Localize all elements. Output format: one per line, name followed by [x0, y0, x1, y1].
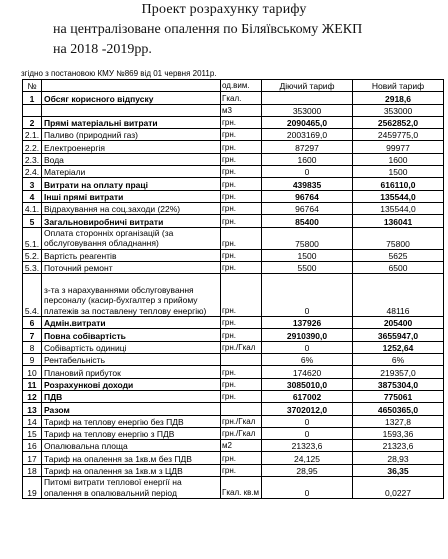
row-number: 2.3.: [23, 153, 42, 165]
row-new-tariff: 28,93: [353, 452, 444, 464]
row-name: Поточний ремонт: [42, 261, 221, 273]
row-new-tariff: 0,0227: [353, 477, 444, 499]
row-unit: грн.: [221, 464, 262, 476]
row-name: Обсяг корисного відпуску: [42, 92, 221, 104]
row-new-tariff: 205400: [353, 317, 444, 329]
row-unit: грн.: [221, 452, 262, 464]
table-row: [23, 329, 444, 341]
row-current-tariff: 0: [262, 477, 353, 499]
row-name: ПДВ: [42, 390, 221, 402]
table-header-row: [23, 80, 444, 92]
regulation-note: згідно з постановою КМУ №869 від 01 червня 2011р.: [21, 69, 217, 78]
table-row: [23, 166, 444, 178]
row-new-tariff: 6500: [353, 261, 444, 273]
row-name: Вода: [42, 153, 221, 165]
row-current-tariff: 0: [262, 166, 353, 178]
row-number: 2.4.: [23, 166, 42, 178]
row-new-tariff: 3655947,0: [353, 329, 444, 341]
table-row: [23, 403, 444, 415]
row-new-tariff: 219357,0: [353, 366, 444, 378]
table-row: [23, 341, 444, 353]
row-number: 11: [23, 378, 42, 390]
table-row: [23, 104, 444, 116]
header-name: [42, 80, 221, 92]
row-unit: грн.: [221, 249, 262, 261]
row-number: 2.1.: [23, 129, 42, 141]
row-unit: грн.: [221, 215, 262, 227]
row-name: Опалювальна площа: [42, 440, 221, 452]
row-unit: грн.: [221, 153, 262, 165]
row-name: Тариф на опалення за 1кв.м з ЦДВ: [42, 464, 221, 476]
row-number: 4.1.: [23, 202, 42, 214]
row-number: 3: [23, 178, 42, 190]
row-number: 5.2.: [23, 249, 42, 261]
row-number: 2.2.: [23, 141, 42, 153]
row-current-tariff: 2003169,0: [262, 129, 353, 141]
row-current-tariff: 75800: [262, 227, 353, 249]
row-unit: грн.: [221, 390, 262, 402]
row-name: Електроенергія: [42, 141, 221, 153]
row-new-tariff: 21323,6: [353, 440, 444, 452]
row-new-tariff: 1500: [353, 166, 444, 178]
row-new-tariff: 36,35: [353, 464, 444, 476]
row-current-tariff: 137926: [262, 317, 353, 329]
row-name: Витрати на оплату праці: [42, 178, 221, 190]
header-unit: од.вим.: [221, 80, 262, 92]
row-new-tariff: 6%: [353, 354, 444, 366]
table-row: [23, 202, 444, 214]
row-current-tariff: 24,125: [262, 452, 353, 464]
row-number: 6: [23, 317, 42, 329]
table-row: [23, 274, 444, 317]
row-number: 10: [23, 366, 42, 378]
row-current-tariff: 2090465,0: [262, 116, 353, 128]
table-row: [23, 464, 444, 476]
table-row: [23, 378, 444, 390]
row-current-tariff: 96764: [262, 190, 353, 202]
row-new-tariff: 135544,0: [353, 202, 444, 214]
table-row: [23, 215, 444, 227]
row-unit: грн.: [221, 202, 262, 214]
header-new-tariff: Новий тариф: [353, 80, 444, 92]
row-current-tariff: 3085010,0: [262, 378, 353, 390]
row-unit: грн.: [221, 274, 262, 317]
row-new-tariff: 353000: [353, 104, 444, 116]
row-new-tariff: 48116: [353, 274, 444, 317]
row-new-tariff: 4650365,0: [353, 403, 444, 415]
row-number: 15: [23, 427, 42, 439]
row-unit: м2: [221, 440, 262, 452]
row-name: [42, 104, 221, 116]
row-unit: Гкал.: [221, 92, 262, 104]
table-row: [23, 477, 444, 499]
table-row: [23, 190, 444, 202]
row-number: 9: [23, 354, 42, 366]
table-row: [23, 317, 444, 329]
row-number: 18: [23, 464, 42, 476]
row-unit: грн.: [221, 378, 262, 390]
row-name: Прямі матеріальні витрати: [42, 116, 221, 128]
row-unit: м3: [221, 104, 262, 116]
row-name: Рентабельність: [42, 354, 221, 366]
row-number: 1: [23, 92, 42, 104]
row-number: 12: [23, 390, 42, 402]
row-new-tariff: 2918,6: [353, 92, 444, 104]
row-name: Загальновиробничі витрати: [42, 215, 221, 227]
row-number: 16: [23, 440, 42, 452]
table-row: [23, 390, 444, 402]
row-new-tariff: 1327,8: [353, 415, 444, 427]
row-current-tariff: 87297: [262, 141, 353, 153]
row-current-tariff: 0: [262, 341, 353, 353]
header-number: №: [23, 80, 42, 92]
row-current-tariff: 96764: [262, 202, 353, 214]
row-current-tariff: 0: [262, 415, 353, 427]
row-name: Тариф на теплову енергію з ПДВ: [42, 427, 221, 439]
table-row: [23, 415, 444, 427]
row-number: 8: [23, 341, 42, 353]
row-new-tariff: 1593,36: [353, 427, 444, 439]
table-row: [23, 249, 444, 261]
row-current-tariff: 6%: [262, 354, 353, 366]
row-number: 17: [23, 452, 42, 464]
table-row: [23, 227, 444, 249]
row-current-tariff: 0: [262, 274, 353, 317]
row-unit: грн.: [221, 129, 262, 141]
row-new-tariff: 135544,0: [353, 190, 444, 202]
row-unit: [221, 354, 262, 366]
row-name: Адмін.витрати: [42, 317, 221, 329]
document-title: Проект розрахунку тарифу: [141, 2, 307, 17]
row-number: 4: [23, 190, 42, 202]
row-name: Інші прямі витрати: [42, 190, 221, 202]
document-period: на 2018 -2019рр.: [53, 42, 152, 57]
row-name: з-та з нарахуваннями обслуговування персоналу (касир-бухгалтер з прийому платежів за поставлену теплову енергію): [42, 274, 221, 317]
row-name: Матеріали: [42, 166, 221, 178]
row-unit: грн.: [221, 329, 262, 341]
row-number: 5.4.: [23, 274, 42, 317]
row-unit: грн.: [221, 116, 262, 128]
row-current-tariff: 353000: [262, 104, 353, 116]
row-name: Собівартість одиниці: [42, 341, 221, 353]
table-row: [23, 366, 444, 378]
row-unit: грн.: [221, 317, 262, 329]
row-unit: грн.: [221, 227, 262, 249]
row-new-tariff: 75800: [353, 227, 444, 249]
row-current-tariff: 85400: [262, 215, 353, 227]
row-number: 5.1.: [23, 227, 42, 249]
row-name: Плановий прибуток: [42, 366, 221, 378]
table-row: [23, 427, 444, 439]
row-unit: грн.: [221, 178, 262, 190]
row-unit: грн./Гкал: [221, 415, 262, 427]
row-unit: грн.: [221, 261, 262, 273]
row-number: [23, 104, 42, 116]
row-name: Паливо (природний газ): [42, 129, 221, 141]
row-number: 5.3.: [23, 261, 42, 273]
table-body: [23, 92, 444, 499]
row-unit: грн.: [221, 141, 262, 153]
row-unit: грн.: [221, 190, 262, 202]
row-name: Разом: [42, 403, 221, 415]
header-current-tariff: Діючий тариф: [262, 80, 353, 92]
row-current-tariff: 617002: [262, 390, 353, 402]
row-name: Тариф на опалення за 1кв.м без ПДВ: [42, 452, 221, 464]
row-name: Тариф на теплову енергію без ПДВ: [42, 415, 221, 427]
row-name: Оплата сторонніх організацій (за обслуговування обладнання): [42, 227, 221, 249]
row-name: Питомі витрати теплової енергії на опалення в опалювальний період: [42, 477, 221, 499]
row-new-tariff: 3875304,0: [353, 378, 444, 390]
row-name: Розрахункові доходи: [42, 378, 221, 390]
table-row: [23, 141, 444, 153]
row-new-tariff: 616110,0: [353, 178, 444, 190]
row-new-tariff: 1600: [353, 153, 444, 165]
row-new-tariff: 136041: [353, 215, 444, 227]
table-row: [23, 129, 444, 141]
document-subtitle: на централізоване опалення по Біляївському ЖЕКП: [53, 22, 363, 37]
row-unit: грн./Гкал: [221, 341, 262, 353]
row-new-tariff: 5625: [353, 249, 444, 261]
row-current-tariff: 0: [262, 427, 353, 439]
row-number: 5: [23, 215, 42, 227]
row-number: 2: [23, 116, 42, 128]
row-current-tariff: 439835: [262, 178, 353, 190]
table-row: [23, 92, 444, 104]
row-current-tariff: 5500: [262, 261, 353, 273]
row-new-tariff: 2562852,0: [353, 116, 444, 128]
row-new-tariff: 1252,64: [353, 341, 444, 353]
row-unit: грн.: [221, 166, 262, 178]
table-row: [23, 261, 444, 273]
row-number: 7: [23, 329, 42, 341]
row-unit: Гкал. кв.м: [221, 477, 262, 499]
row-current-tariff: 1600: [262, 153, 353, 165]
row-new-tariff: 2459775,0: [353, 129, 444, 141]
row-current-tariff: 21323,6: [262, 440, 353, 452]
row-current-tariff: 1500: [262, 249, 353, 261]
row-unit: грн.: [221, 366, 262, 378]
row-number: 14: [23, 415, 42, 427]
tariff-table: [22, 79, 444, 499]
table-row: [23, 116, 444, 128]
table-row: [23, 178, 444, 190]
row-current-tariff: 2910390,0: [262, 329, 353, 341]
row-name: Повна собівартість: [42, 329, 221, 341]
row-current-tariff: 28,95: [262, 464, 353, 476]
row-unit: грн./Гкал: [221, 427, 262, 439]
row-current-tariff: [262, 92, 353, 104]
row-new-tariff: 775061: [353, 390, 444, 402]
table-row: [23, 440, 444, 452]
row-number: 19: [23, 477, 42, 499]
row-name: Відрахування на соц.заходи (22%): [42, 202, 221, 214]
table-row: [23, 452, 444, 464]
row-new-tariff: 99977: [353, 141, 444, 153]
row-name: Вартість реагентів: [42, 249, 221, 261]
row-current-tariff: 174620: [262, 366, 353, 378]
row-unit: [221, 403, 262, 415]
table-row: [23, 153, 444, 165]
row-current-tariff: 3702012,0: [262, 403, 353, 415]
table-row: [23, 354, 444, 366]
row-number: 13: [23, 403, 42, 415]
